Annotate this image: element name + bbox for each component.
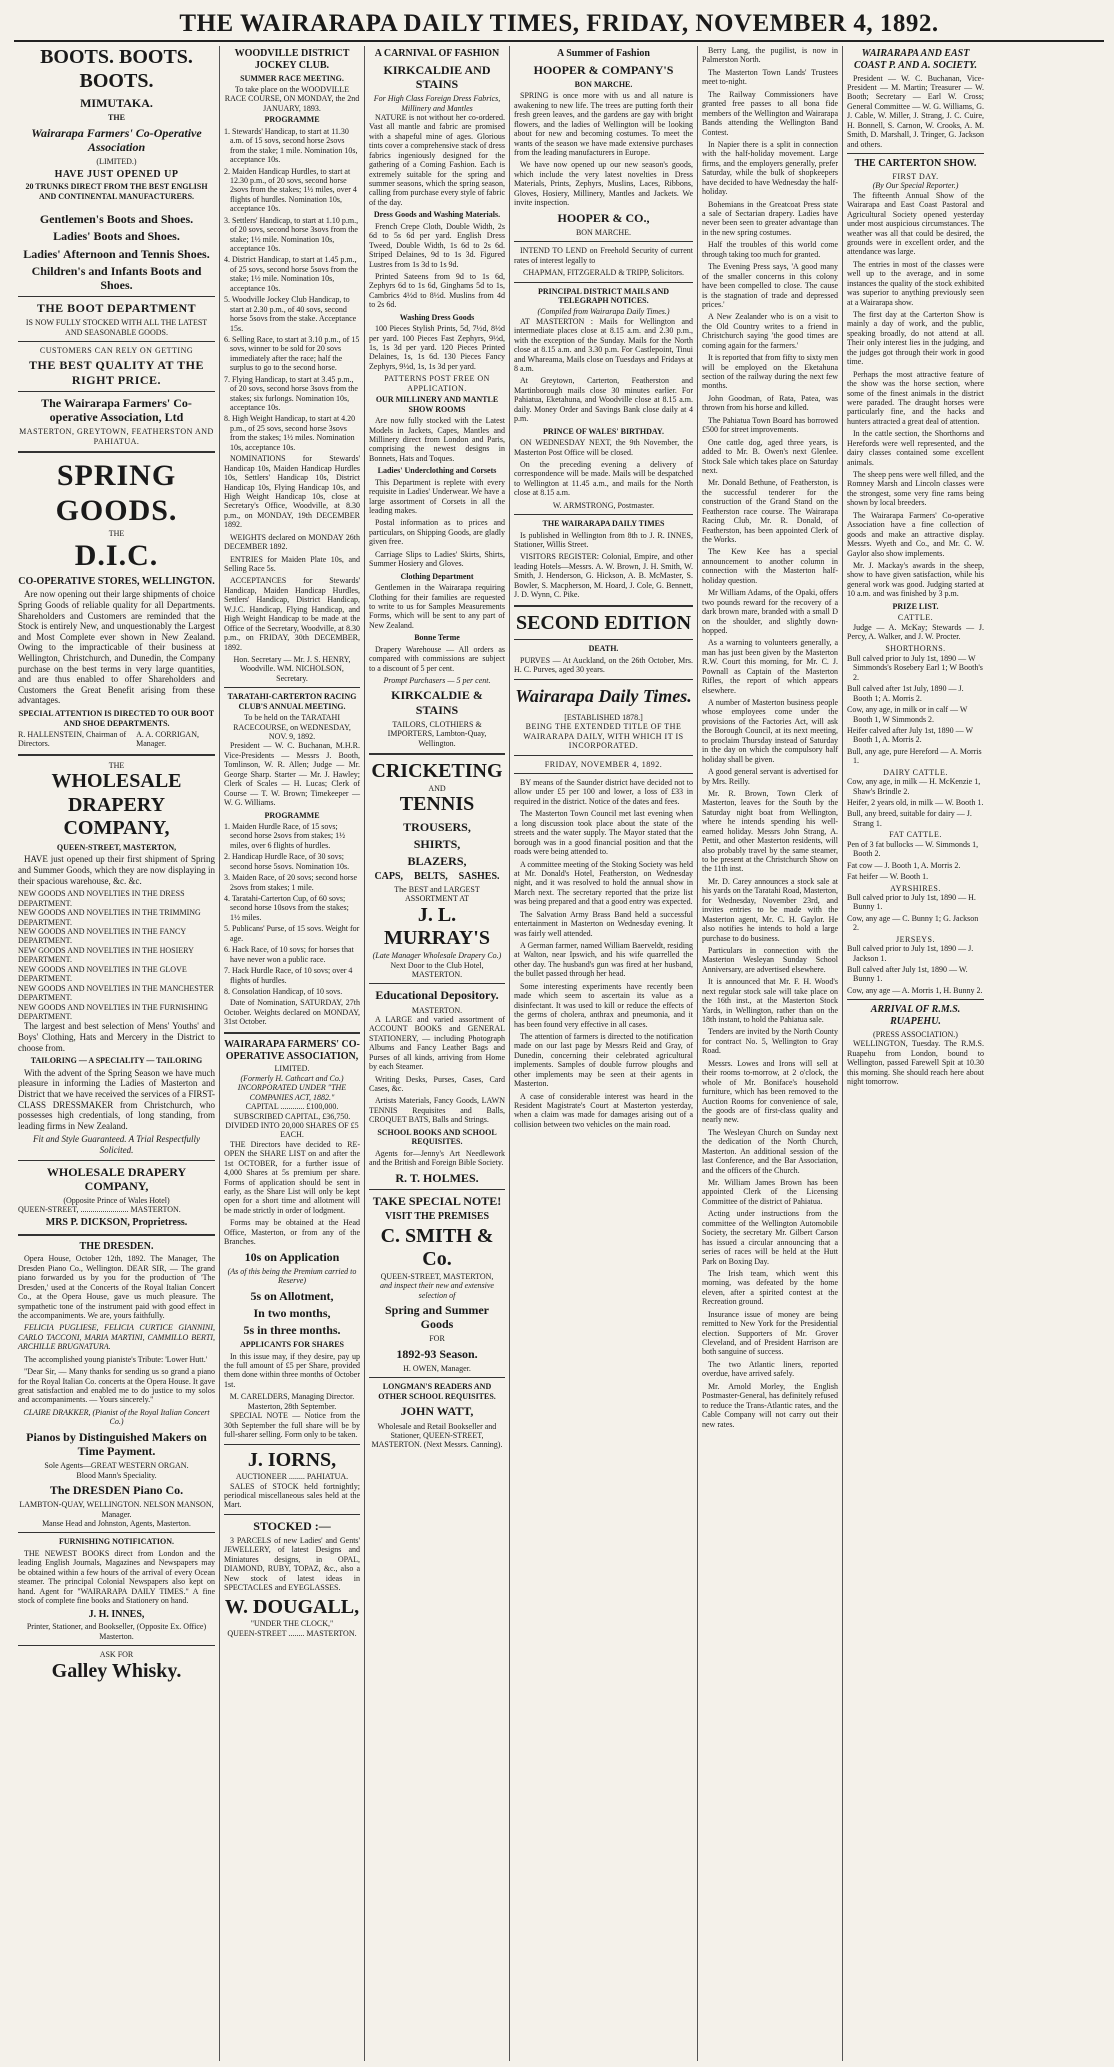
nominations: NOMINATIONS for Stewards' Handicap 10s, Maiden Handicap Hurdles 10s, Settlers' Handicap 10s, District Handicap 10s, Flying Handicap 10s, and High Weight Handicap 10s, close at Secretary's Office, Woodville, at 8.30 p.m., on MONDAY, 19th DECEMBER 1892. bbox=[224, 454, 360, 530]
fat-heading: FAT CATTLE. bbox=[889, 830, 942, 840]
edition-heading: SECOND EDITION bbox=[515, 611, 692, 634]
auctioneer: AUCTIONEER ........ PAHIATUA. bbox=[235, 1472, 349, 1482]
news-13: Messrs. Lowes and Irons will sell at their rooms to-morrow, at 2 o'clock, the whole of Mr. Boniface's household furniture, which has been removed to the Auction Rooms for convenience of sale, the goods are of first-class quality and nearly new. bbox=[702, 1058, 838, 1125]
writing: Writing Desks, Purses, Cases, Card Cases, &c. bbox=[369, 1074, 505, 1094]
prize-item: Cow, any age — A. Morris 1, H. Bunny 2. bbox=[847, 985, 983, 995]
holmes-name: R. T. HOLMES. bbox=[395, 1170, 479, 1185]
parcels: 3 PARCELS of new Ladies' and Gents' JEWELLERY, of latest Designs and Miniatures designs, in OPAL, DIAMOND, RUBY, TOPAZ, &c., also a New stock of latest ideas in SPECTACLES and EYEGLASSES. bbox=[224, 1536, 360, 1593]
society-heading: WAIRARAPA AND EAST COAST P. AND A. SOCIETY. bbox=[853, 48, 978, 71]
weights: WEIGHTS declared on MONDAY 26th DECEMBER 1892. bbox=[224, 532, 360, 552]
longman-heading: LONGMAN'S READERS AND OTHER SCHOOL REQUISITES. bbox=[378, 1382, 496, 1401]
race-list-1 bbox=[224, 127, 360, 452]
paper-date: FRIDAY, NOVEMBER 4, 1892. bbox=[544, 759, 663, 769]
sashes-line: SASHES. bbox=[458, 871, 500, 883]
entries: ENTRIES for Maiden Plate 10s, and Selling Race 5s. bbox=[224, 554, 360, 574]
belts-line: BELTS, bbox=[413, 871, 448, 883]
programme2-heading: PROGRAMME bbox=[264, 810, 320, 820]
blazers-line: BLAZERS, bbox=[407, 854, 467, 869]
cricket-heading-2: AND bbox=[428, 783, 446, 793]
supp-body: THE NEWEST BOOKS direct from London and the leading English Journals, Magazines and Newspapers may be obtained within a few hours of the arrival of every Ocean steamer. The principal Colonial Newspapers also kept on hand. Agent for "WAIRARAPA DAILY TIMES." A fine stock of complete fine books and Stationery on hand. bbox=[18, 1548, 215, 1606]
edu-sub: MASTERTON. bbox=[411, 1005, 463, 1015]
times-heading: THE WAIRARAPA DAILY TIMES bbox=[542, 519, 665, 529]
taratahi-officers: President — W. C. Buchanan, M.H.R. Vice-Presidents — Messrs J. Booth, Tomlinson, W. R. Allen; Judge — Mr. George Sharp. Starter — Mr. J. Hawley; Clerk of Scales — H. Lucas; Clerk of Course — T. W. Brown; Timekeeper — W. G. Williams. bbox=[224, 741, 360, 808]
report-1: The fifteenth Annual Show of the Wairarapa and East Coast Pastoral and Agricultural Society opened yesterday under most auspicious circumstances. The weather was all that could be desired, the grounds were in excellent order, and the attendance was large. bbox=[847, 190, 984, 257]
news-15: Mr. William James Brown has been appointed Clerk of the Licensing Committee of the district of Pahiatua. bbox=[702, 1178, 838, 1206]
hooper-sign: HOOPER & CO., bbox=[557, 210, 650, 225]
news-20: Mr. Arnold Morley, the English Postmaster-General, has definitely refused to reduce the Trans-Atlantic rates, and the Cable Company will not carry out their new rates. bbox=[702, 1381, 838, 1429]
birthday-heading: PRINCE OF WALES' BIRTHDAY. bbox=[543, 426, 664, 436]
race-item: 2. Maiden Handicap Hurdles, to start at 12.30 p.m., of 20 sovs, second horse 2sovs from the stakes; 1½ miles, over 4 flights of hurdles. Nomination 10s, acceptance 10s. bbox=[224, 166, 357, 214]
prize-item: Cow, any age — C. Bunny 1; G. Jackson 2. bbox=[847, 913, 979, 933]
wdc-the: THE bbox=[108, 760, 125, 770]
zealand-para: A New Zealander who is on a visit to the Old Country writes to a friend in Christchurch saying 'the good times are coming again for the farmers.' bbox=[702, 312, 838, 350]
tailor-body: With the advent of the Spring Season we have much pleasure in informing the Ladies of Masterton and District that we have received the services of a FIRST-CLASS DRESSMAKER from Christchurch, who possesses high credentials, of long standing, from leading firms in New Zealand. bbox=[18, 1067, 215, 1131]
news-17: The Irish team, which went this morning, was defeated by the home eleven, after a spirited contest at the Recreation ground. bbox=[702, 1268, 838, 1307]
boot-dept: THE BOOT DEPARTMENT bbox=[36, 300, 197, 315]
column-4 bbox=[510, 46, 698, 2061]
lend-body: INTEND TO LEND on Freehold Security of current rates of interest legally to bbox=[514, 246, 693, 265]
bonnets-para: Bohemians in the Greatcoat Press state a sale of Sectarian drapery. Ladies have never been seen to greater advantage than in the new spring costumes. bbox=[702, 199, 838, 237]
dresden-names: FELICIA PUGLIESE, FELICIA CURTICE GIANNINI, CARLO TACCONI, MARIA MARTINI, CAMMILLO BERTI, ARCHILLE BRUGNATURA. bbox=[18, 1323, 215, 1352]
column-2 bbox=[220, 46, 365, 2061]
dic-fullname: CO-OPERATIVE STORES, WELLINGTON. bbox=[18, 575, 215, 587]
clothing-body: Gentlemen in the Wairarapa requiring Clothing for their families are requested to write to us for Samples Measurements Forms, which will be sent to any part of New Zealand. bbox=[369, 583, 505, 630]
cricket-heading-1: CRICKETING bbox=[371, 760, 503, 783]
race-item: 6. Hack Race, of 10 sovs; for horses that have never won a public race. bbox=[224, 945, 354, 964]
hooper-sign-sub: BON MARCHE. bbox=[575, 227, 632, 237]
dresden-sig: CLAIRE DRAKKER, (Pianist of the Royal Italian Concert Co.) bbox=[23, 1407, 210, 1427]
editorial-6: Some interesting experiments have recently been made which seem to ascertain its value as a disinfectant. It was used to kill or reduce the effects of the germs of cholera, anthrax and pneumonia, and it has been found very effective in all cases. bbox=[514, 981, 693, 1029]
news-3: The Kew Kee has a special announcement to another column in connection with the Masterton half-holiday question. bbox=[702, 547, 838, 585]
murray-sub: (Late Manager Wholesale Drapery Co.) bbox=[372, 951, 502, 961]
prize-item: Bull calved after July 1st, 1890 — W. Bunny 1. bbox=[847, 965, 968, 984]
jockey-heading: WOODVILLE DISTRICT JOCKEY CLUB. bbox=[234, 48, 350, 71]
editorial-4: The Salvation Army Brass Band held a successful entertainment in Masterton on Wednesday evening. It was fairly well attended. bbox=[514, 909, 693, 938]
carnival-firm: KIRKCALDIE AND STAINS bbox=[383, 62, 491, 91]
ayrshire-heading: AYRSHIRES. bbox=[890, 883, 941, 893]
postal-body: AT MASTERTON : Mails for Wellington and intermediate places close at 8.15 a.m. and 2.30 p.m., with the exception of the Sunday. Mails for the North close at 8.15 a.m. and 3.30 p.m. For Castlepoint, Tinui and Whareama, Mails close on Tuesdays and Fridays at 8 a.m. bbox=[514, 316, 693, 374]
society-officers: President — W. C. Buchanan, Vice-President — M. Martin; Treasurer — W. Booth; Secretary — Earl W. Cross; General Committee — W. G. Williams, G. J. Cable, W. Miller, J. Strang, J. C. Cuire, H. Bonnell, S. Carnon, W. Crooks, A. M. Smith, D. Marshall, J. Tringer, G. Jackson and others. bbox=[847, 73, 984, 149]
race-list-2 bbox=[224, 822, 360, 996]
capital: CAPITAL ............ £100,000. bbox=[245, 1102, 339, 1112]
taratahi-heading: TARATAHI-CARTERTON RACING CLUB'S ANNUAL MEETING. bbox=[227, 692, 357, 711]
fit-line: Fit and Style Guaranteed. A Trial Respectfully Solicited. bbox=[33, 1134, 200, 1155]
inspect-line: and inspect their new and extensive selection of bbox=[380, 1281, 494, 1300]
farmers-limited: LIMITED. bbox=[274, 1064, 310, 1074]
prize-item: Bull calved prior to July 1st, 1890 — H. Bunny 1. bbox=[847, 892, 976, 912]
pianos-line: Pianos by Distinguished Makers on Time Payment. bbox=[26, 1429, 207, 1458]
ladies-line: Ladies' Boots and Shoes. bbox=[53, 229, 180, 244]
prize-item: Bull calved after 1st July, 1890 — J. Booth 1; A. Morris 2. bbox=[847, 684, 964, 703]
millinery-heading: OUR MILLINERY AND MANTLE SHOW ROOMS bbox=[375, 395, 499, 414]
race-item: 4. District Handicap, to start at 1.45 p.m., of 25 sovs, second horse 5sovs from the stake; 1½ mile. Nomination 10s, acceptance 10s. bbox=[224, 255, 358, 293]
column-1 bbox=[14, 46, 220, 2061]
wdc-dept-trimming: NEW GOODS AND NOVELTIES IN THE TRIMMING DEPARTMENT. bbox=[18, 908, 201, 927]
evening-para: The Evening Press says, 'A good many of the smaller concerns in this colony have been compelled to close. The cause is the stagnation of trade and depressed prices.' bbox=[702, 262, 838, 309]
supp-heading: FURNISHING NOTIFICATION. bbox=[59, 1537, 174, 1547]
dic-sign-manager: A. A. CORRIGAN, Manager. bbox=[136, 729, 199, 749]
dougall-sub: "UNDER THE CLOCK," bbox=[250, 1619, 334, 1629]
issue-note: BEING THE EXTENDED TITLE OF THE WAIRARAPA DAILY, WITH WHICH IT IS INCORPORATED. bbox=[523, 722, 684, 751]
editorial-7: The attention of farmers is directed to the notification made on our last page by Messrs Reid and Gray, of Dunedin, concerning their celebrated agricultural implements. Samples of double furrow ploughs and other implements may be seen at their agents in Masterton. bbox=[514, 1031, 693, 1089]
arrival-body: WELLINGTON, Tuesday. The R.M.S. Ruapehu from London, bound to Wellington, passed Farewell Spit at 10.30 this morning. She should reach here about night tomorrow. bbox=[847, 1039, 984, 1087]
news-2: Mr. Donald Bethune, of Featherston, is the successful tenderer for the construction of the Grand Stand on the Featherston race course. The Wairarapa Racing Club, Mr. R. Donald, of Featherston, has been appointed Clerk of the Works. bbox=[702, 478, 838, 544]
patterns-line: PATTERNS POST FREE ON APPLICATION. bbox=[384, 374, 490, 393]
subscribed: SUBSCRIBED CAPITAL, £36,750. bbox=[233, 1111, 351, 1121]
dougall-addr: QUEEN-STREET ........ MASTERTON. bbox=[227, 1628, 357, 1638]
divided: DIVIDED INTO 20,000 SHARES OF £5 EACH. bbox=[225, 1120, 359, 1140]
race-item: 3. Settlers' Handicap, to start at 1.10 p.m., of 20 sovs, second horse 3sovs from the stake; 1½ mile. Nomination 10s, acceptance 10s. bbox=[224, 215, 359, 254]
dic-body: Are now opening out their large shipments of choice Spring Goods of reliable quality for all Departments. Shareholders and Customers are reminded that the Stock is entirely New, and unquestionably the Largest and Most Complete ever shown in New Zealand. Owing to the impracticable of their business at Wellington, Christchurch, and Dunedin, the Company purchase on the best terms in very large quantities, and are thus enabled to offer Shareholders and Customers the Great Benefit arising from these advantages. bbox=[18, 589, 215, 706]
race-item: 8. High Weight Handicap, to start at 4.20 p.m., of 25 sovs, second horse 3sovs from the stakes; 1½ miles. Nomination 10s, acceptance 10s. bbox=[224, 414, 356, 452]
agent-line-3: Agents for—Jenny's Art Needlework and the British and Foreign Bible Society. bbox=[369, 1148, 505, 1168]
prize-item: Cow, any age, in milk or in calf — W Booth 1, W Simmonds 2. bbox=[847, 705, 968, 724]
wdc-addr: QUEEN-STREET, MASTERTON, bbox=[56, 843, 177, 853]
prize-item: Heifer, 2 years old, in milk — W. Booth 1. bbox=[847, 798, 984, 808]
prize-item: Bull, any breed, suitable for dairy — J. Strang 1. bbox=[847, 809, 972, 828]
dic-heading: D.I.C. bbox=[74, 539, 159, 573]
gents-line: Gentlemen's Boots and Shoes. bbox=[39, 212, 194, 227]
children-line: Children's and Infants Boots and Shoes. bbox=[31, 263, 202, 292]
taratahi-sub: To be held on the TARATAHI RACECOURSE, on WEDNESDAY, NOV. 9, 1892. bbox=[233, 713, 351, 742]
wdc-more: The largest and best selection of Mens' Youths' and Boys' Clothing, Hats and Mercery in the District to choose from. bbox=[18, 1021, 215, 1053]
wdc-dept-manchester: NEW GOODS AND NOVELTIES IN THE MANCHESTER DEPARTMENT. bbox=[18, 983, 214, 1003]
established: [ESTABLISHED 1878.] bbox=[564, 712, 643, 722]
terms-application: 10s on Application bbox=[244, 1249, 340, 1264]
column-5 bbox=[698, 46, 843, 2061]
wdc-dept-hosiery: NEW GOODS AND NOVELTIES IN THE HOSIERY DEPARTMENT. bbox=[18, 945, 194, 965]
carriage-line: Carriage Slips to Ladies' Skirts, Shirts, Summer Hosiery and Gloves. bbox=[369, 549, 505, 569]
report-6: The sheep pens were well filled, and the Romney Marsh and Lincoln classes were the strongest, some very fine rams being shown by local breeders. bbox=[847, 470, 984, 508]
dic-special: SPECIAL ATTENTION IS DIRECTED TO OUR BOOT AND SHOE DEPARTMENTS. bbox=[18, 709, 215, 728]
news-10: Particulars in connection with the Masterton Wesleyan Sunday School Anniversary, are advertised elsewhere. bbox=[702, 945, 838, 974]
season-line: 1892-93 Season. bbox=[396, 1346, 478, 1361]
assoc-name: Wairarapa Farmers' Co-Operative Association bbox=[31, 125, 202, 154]
farmers-sub: (Formerly H. Cathcart and Co.) INCORPORATED UNDER "THE COMPANIES ACT, 1882." bbox=[237, 1073, 347, 1102]
managing-director: M. CARELDERS, Managing Director. Masterton, 28th September. bbox=[229, 1392, 355, 1411]
show-day: FIRST DAY. bbox=[892, 171, 939, 181]
dic-sign-chairman: R. HALLENSTEIN, Chairman of Directors. bbox=[18, 729, 127, 749]
report-2: The entries in most of the classes were well up to the average, and in some instances the quality of the stock exhibited was superior to anything previously seen at a Wairarapa show. bbox=[847, 259, 984, 307]
race-item: 2. Handicap Hurdle Race, of 30 sovs; second horse 5sovs. Nomination 10s. bbox=[224, 852, 350, 871]
murray-addr: Next Door to the Club Hotel, MASTERTON. bbox=[390, 960, 484, 979]
underclothing-body: This Department is replete with every requisite in Ladies' Underwear. We have a large assortment of Corsets in all the leading makes. bbox=[369, 477, 505, 516]
prize-list-heading: PRIZE LIST. bbox=[892, 601, 939, 611]
dairy-heading: DAIRY CATTLE. bbox=[883, 767, 948, 777]
shirts-line: SHIRTS, bbox=[413, 836, 461, 851]
news-6: A number of Masterton business people whose employees come under the provisions of the Factories Act, will ask the Borough Council, at its next meeting, to proclaim Thursday instead of Saturday in the day on which the compulsory half holiday shall be given. bbox=[702, 698, 838, 764]
secretary: Hon. Secretary — Mr. J. S. HENRY, Woodville. WM. NICHOLSON, Secretary. bbox=[233, 654, 351, 683]
carnival-heading: A CARNIVAL OF FASHION bbox=[374, 48, 500, 59]
fat-prizes bbox=[847, 840, 984, 882]
smith-name: C. SMITH & Co. bbox=[380, 1224, 494, 1271]
sales: SALES of STOCK held fortnightly; periodical miscellaneous sales held at the Mart. bbox=[224, 1481, 360, 1510]
terms-note: (As of this being the Premium carried to Reserve) bbox=[227, 1266, 357, 1286]
for-line: FOR bbox=[429, 1334, 445, 1344]
postal-body-2: At Greytown, Carterton, Featherston and Martinborough mails close 30 minutes earlier. For Pahiatua, Eketahuna, and Woodville close at 8.15 a.m. daily. Money Order and Savings Bank close daily at 4 p.m. bbox=[514, 376, 693, 424]
column-3 bbox=[365, 46, 510, 2061]
edu-heading: Educational Depository. bbox=[375, 988, 499, 1003]
editorial-3: A committee meeting of the Stoking Society was held at Mr. Donald's Hotel, Featherston, on Wednesday night, and it was resolved to hold the annual show in March next. The secretary reported that the prize list was being prepared and that a good entry was expected. bbox=[514, 859, 693, 907]
ayrshire-prizes bbox=[847, 893, 984, 933]
editorial-1: BY means of the Saunder district have decided not to allow under £5 per 100 and lower, a loss of £33 in required in the district. Notice of the dates and fees. bbox=[514, 778, 693, 806]
rely-line: CUSTOMERS CAN RELY ON GETTING bbox=[39, 346, 194, 356]
death-notice: PURVES — At Auckland, on the 26th October, Mrs. H. C. Purves, aged 30 years. bbox=[514, 655, 693, 675]
millinery-body: Are now fully stocked with the Latest Models in Jackets, Capes, Mantles and Millinery direct from London and Paris, comprising the newest designs in Bonnets, Hats and Toques. bbox=[369, 416, 505, 463]
special-note: SPECIAL NOTE — Notice from the 30th September the full share will be by full-sharer selling. Form only to be taken. bbox=[224, 1411, 360, 1440]
death-heading: DEATH. bbox=[588, 644, 619, 654]
race-item: 7. Hack Hurdle Race, of 10 sovs; over 4 flights of hurdles. bbox=[224, 966, 353, 985]
postal-line: Postal information as to prices and particulars, on Shipping Goods, are gladly given free. bbox=[369, 518, 505, 547]
dresden-heading: THE DRESDEN. bbox=[79, 1240, 154, 1252]
race-item: 3. Maiden Race, of 20 sovs; second horse 2sovs from stakes; 1 mile. bbox=[224, 873, 358, 892]
owen-line: H. OWEN, Manager. bbox=[403, 1364, 471, 1374]
dresden-note: "Dear Sir, — Many thanks for sending us so grand a piano for the Royal Italian Co. concerts at the Opera House. It gave great satisfaction and enabled me to do justice to my solos and accompaniments. — Yours sincerely." bbox=[18, 1367, 215, 1405]
report-8: Mr. J. Mackay's awards in the sheep, show to have given satisfaction, while his general work was good. Judging started at 10 a.m. and was finished by 3 p.m. bbox=[847, 560, 984, 599]
cattle-heading: CATTLE. bbox=[897, 613, 934, 623]
news-16: Acting under instructions from the committee of the Wellington Automobile Society, the secretary Mr. Gilbert Carson has issued a circular announcing that a series of races will be held at the Hutt Park on Boxing Day. bbox=[702, 1209, 838, 1266]
editorial-5: A German farmer, named William Baerveldt, residing at Walton, near Ipswich, and his wife quarrelled the other day. The husband's gun was fired at her husband, the bullet passed through her head. bbox=[514, 941, 693, 979]
prize-item: Fat heifer — W. Booth 1. bbox=[847, 872, 929, 882]
napier-para: In Napier there is a split in connection with the half-holiday movement. Large firms, and the employers generally, prefer Saturday, while the bulk of shopkeepers have decided to have Wednesday the half-holiday. bbox=[702, 139, 838, 197]
cattle-judges: Judge — A. McKay; Stewards — J. Percy, A. Walker, and J. W. Procter. bbox=[847, 622, 984, 642]
arrival-heading: ARRIVAL OF R.M.S. RUAPEHU. bbox=[870, 1004, 961, 1028]
race-item: 8. Consolation Handicap, of 10 sovs. bbox=[224, 986, 343, 996]
carnival-body: NATURE is not without her co-ordered. Vast all mantle and fabric are promised with a shapeful mine of ages. Glorious tints cover a comprehensive stack of dress fabrics ingeniously designed for the gathering of a Coming Fashion. Each is extremely suitable for the spring and summer seasons, which the spring season, calling from purchase every style of fabric of the day. bbox=[369, 112, 505, 207]
assoc-limited: (LIMITED.) bbox=[96, 157, 137, 167]
cricket-heading-3: TENNIS bbox=[399, 793, 475, 816]
report-4: Perhaps the most attractive feature of the show was the horse section, where some of the finest animals in the district were paraded. The draught horses were particularly fine, and the hacks and hunters attracted a great deal of attention. bbox=[847, 369, 984, 426]
news-8: Mr. R. Brown, Town Clerk of Masterton, leaves for the South by the Saturday night boat from Wellington, where he intends spending his well-earned holiday. Messrs John Strang, A. Pettit, and other Masterton residents, will also probably travel by the same steamer, to be present at the Christchurch Show on the 11th inst. bbox=[702, 788, 838, 874]
watt-name: JOHN WATT, bbox=[400, 1404, 474, 1419]
show-heading: THE CARTERTON SHOW. bbox=[854, 158, 977, 170]
programme-heading: PROGRAMME bbox=[264, 115, 320, 125]
report-7: The Wairarapa Farmers' Co-operative Association have a fine collection of goods and make an attractive display. Messrs. Wyeth and Co., and Mr. C. W. Gaylor also show implements. bbox=[847, 510, 984, 558]
news-9: Mr. D. Carey announces a stock sale at his yards on the Taratahi Road, Masterton, for Wednesday, November 23rd, and invites entries to be made with the Masterton agent, Mr. C. H. Gaylor. He also notifies he intends to hold a large purchase to do business. bbox=[702, 876, 838, 943]
opened-label: HAVE JUST OPENED UP bbox=[54, 168, 179, 180]
take-note: TAKE SPECIAL NOTE! bbox=[372, 1193, 502, 1208]
manse-line: Manse Head and Johnston, Agents, Masterton. bbox=[42, 1519, 191, 1528]
race-item: 1. Stewards' Handicap, to start at 11.30 a.m. of 15 sovs, second horse 2sovs from the stake; 1 mile. Nomination 10s, acceptance 10s. bbox=[224, 126, 358, 165]
birthday-body-2: On the preceding evening a delivery of correspondence will be made. Mails will be despatched to Wellington at 11.45 a.m., and mails for the North close at 8.15 a.m. bbox=[514, 459, 693, 498]
wdc2-street: QUEEN-STREET, ........................ MASTERTON. bbox=[18, 1205, 181, 1215]
prize-item: Heifer calved after July 1st, 1890 — W Booth 1, A. Morris 2. bbox=[847, 725, 973, 745]
visitors: VISITORS REGISTER: Colonial, Empire, and other leading Hotels—Messrs. A. W. Brown, J. H. Smith, W. Smith, J. Henderson, G. Hickson, A. B. McMaster, S. Bowler, S. Macpherson, M. Hoard, J. Cole, G. Bennett, J. D. Wynn, C. Pike. bbox=[514, 552, 693, 600]
value-line: THE BEST QUALITY AT THE RIGHT PRICE. bbox=[29, 358, 204, 387]
murray-name: J. L. MURRAY'S bbox=[384, 903, 490, 950]
carnival-sub: For High Class Foreign Dress Fabrics, Millinery and Mantles bbox=[373, 94, 501, 113]
dresden-co-addr: LAMBTON-QUAY, WELLINGTON. NELSON MANSON, Manager. bbox=[19, 1500, 214, 1519]
shorthorn-prizes bbox=[847, 654, 984, 766]
shares-heading: APPLICANTS FOR SHARES bbox=[239, 1340, 344, 1350]
wdc-dept-fancy: NEW GOODS AND NOVELTIES IN THE FANCY DEPARTMENT. bbox=[18, 927, 186, 946]
postmaster: W. ARMSTRONG, Postmaster. bbox=[552, 500, 655, 510]
prompt-terms: Prompt Purchasers — 5 per cent. bbox=[383, 676, 491, 686]
race-item: 1. Maiden Hurdle Race, of 15 sovs; second horse 2sovs from stakes; 1½ miles, over 6 flights of hurdles. bbox=[224, 821, 346, 850]
news-5: As a warning to volunteers generally, a man has just been given by the Masterton R.W. Court this morning, for Mr. C. J. Pownall as Captain of the Masterton Rifles, the report of which appears elsewhere. bbox=[702, 638, 838, 695]
branches-line: MASTERTON, GREYTOWN, FEATHERSTON AND PAHIATUA. bbox=[19, 427, 214, 446]
birthday-body: ON WEDNESDAY NEXT, the 9th November, the Masterton Post Office will be closed. bbox=[514, 438, 693, 457]
acceptances: ACCEPTANCES for Stewards' Handicap, Maiden Handicap Hurdles, Settlers' Handicap, District Handicap, W.J.C. Handicap, Flying Handicap, and High Weight Handicap to be made at the Office of the Secretary, Woodville, at 8.30 p.m., on FRIDAY, 30th DECEMBER, 1892. bbox=[224, 576, 360, 652]
shares-body: In this issue may, if they desire, pay up the full amount of £5 per Share, provided them done within three months of October 1st. bbox=[224, 1351, 360, 1389]
caps-line: CAPS, bbox=[374, 871, 404, 883]
printed-body: Printed Sateens from 9d to 1s 6d, Zephyrs 6d to 1s 6d, Ginghams 5d to 1s, Cambrics 4½d to 8½d. Muslins from 4d to 2s 6d. bbox=[369, 271, 505, 310]
terms-two-months: In two months, bbox=[253, 1305, 331, 1320]
prize-item: Bull, any age, pure Hereford — A. Morris 1. bbox=[847, 746, 982, 766]
spring-line: Spring and Summer Goods bbox=[384, 1303, 490, 1332]
arrival-place: (PRESS ASSOCIATION.) bbox=[873, 1029, 958, 1039]
meeting-sub: To take place on the WOODVILLE RACE COURSE, ON MONDAY, the 2nd JANUARY, 1893. bbox=[224, 85, 360, 113]
clothing-heading: Clothing Department bbox=[400, 571, 474, 581]
ask-for: ASK FOR bbox=[99, 1650, 134, 1660]
place-name: MIMUTAKA. bbox=[80, 96, 153, 111]
show-reporter: (By Our Special Reporter.) bbox=[872, 181, 959, 191]
best-line: The BEST and LARGEST ASSORTMENT AT bbox=[394, 885, 480, 904]
visit-line: VISIT THE PREMISES bbox=[384, 1210, 490, 1222]
race-item: 5. Woodville Jockey Club Handicap, to start at 2.30 p.m., of 40 sovs, second horse 5sovs from the stake. Acceptance 15s. bbox=[224, 295, 357, 333]
washing-heading: Washing Dress Goods bbox=[399, 312, 475, 322]
wdc-body: HAVE just opened up their first shipment of Spring and Summer Goods, which they are now displaying in their spacious warehouse, &c. &c. bbox=[18, 854, 215, 886]
farmers-heading: WAIRARAPA FARMERS' CO-OPERATIVE ASSOCIATION, bbox=[224, 1038, 360, 1062]
farmers-body: THE Directors have decided to RE-OPEN the SHARE LIST on and after the 1st OCTOBER, for a further issue of 4,000 Shares at 5s premium per share. Forms of application should be sent in early, as the Share List will only be kept open for a short time and allotment will be made strictly in order of lodgment. bbox=[224, 1139, 360, 1215]
artists: Artists Materials, Fancy Goods, LAWN TENNIS Requisites and Balls, CROQUET BATS, Balls and Strings. bbox=[369, 1096, 505, 1125]
race-item: 6. Selling Race, to start at 3.10 p.m., of 15 sovs, winner to be sold for 20 sovs immediately after the race; half the surplus to go to the second horse. bbox=[224, 334, 360, 373]
bun2-para: The Masterton Town Lands' Trustees meet to-night. bbox=[702, 67, 838, 87]
prize-item: Bull calved prior to July 1st, 1890 — W Simmonds's Rosebery Earl 1; W Booth's 2. bbox=[847, 653, 983, 682]
hooper-body-2: We have now opened up our new season's goods, which include the very latest novelties in Dress Materials, Prints, Zephyrs, Muslins, Laces, Ribbons, Gloves, Hosiery, Millinery, Mantles and Jackets. We invite inspection. bbox=[514, 160, 693, 208]
wdc-dept-furnishing: NEW GOODS AND NOVELTIES IN THE FURNISHING DEPARTMENT. bbox=[18, 1002, 209, 1021]
news-4: Mr William Adams, of the Opaki, offers two pounds reward for the recovery of a dark brown mare, branded with a small D on the shoulder, and slightly down-hopped. bbox=[702, 588, 838, 635]
prize-item: Pen of 3 fat bullocks — W. Simmonds 1, Booth 2. bbox=[847, 839, 979, 859]
hooper-body: SPRING is once more with us and all nature is awakening to new life. The trees are putting forth their fresh green leaves, and the gardens are gay with bright flowers, and the ladies of Wellington will be looking about for new and becoming costumes. To meet the wants of the season we have made extensive purchases from the leading manufacturers in Europe. bbox=[514, 91, 693, 158]
underclothing-heading: Ladies' Underclothing and Corsets bbox=[377, 466, 497, 476]
postal-heading: PRINCIPAL DISTRICT MAILS AND TELEGRAPH NOTICES. bbox=[537, 286, 670, 305]
chapman: CHAPMAN, FITZGERALD & TRIPP, Solicitors. bbox=[523, 268, 684, 278]
race-item: 7. Flying Handicap, to start at 3.45 p.m., of 20 sovs, second horse 3sovs from the stakes; six furlongs. Nomination 10s, acceptance 10s. bbox=[224, 374, 358, 413]
railway-para: The Railway Commissioners have granted free passes to all bona fide members of the Wellington and Wairarapa Bands attending the Wellington Band Contest. bbox=[702, 89, 838, 137]
jorns-name: J. IORNS, bbox=[247, 1448, 337, 1471]
watt-addr: Wholesale and Retail Bookseller and Stationer, QUEEN-STREET, MASTERTON. (Next Messrs. Canning). bbox=[371, 1421, 503, 1450]
paper-title: Wairarapa Daily Times. bbox=[515, 685, 692, 706]
forms: Forms may be obtained at the Head Office, Masterton, or from any of the Branches. bbox=[224, 1218, 360, 1247]
dresden-body: Opera House, October 12th, 1892. The Manager, The Dresden Piano Co., Wellington. DEAR SIR, — The grand piano forwarded us by you for the production of 'The Dresden,' used at the Concerts of the Royal Italian Concert Co., at the Opera House, gave us much pleasure. The sympathetic tone of the instrument paid with good effect in the accompaniments. We are, yours faithfully. bbox=[18, 1254, 215, 1320]
stocked-heading: STOCKED :— bbox=[253, 1518, 331, 1533]
news-1: One cattle dog, aged three years, is added to Mr. B. Owen's next Glenlee. Stock Sale which takes place on Saturday next. bbox=[702, 437, 838, 475]
ks-sub: TAILORS, CLOTHIERS & IMPORTERS, Lambton-Quay, Wellington. bbox=[387, 719, 487, 748]
wdc2-heading: WHOLESALE DRAPERY COMPANY, bbox=[46, 1164, 187, 1193]
innes-addr: Printer, Stationer, and Bookseller, (Opposite Ex. Office) Masterton. bbox=[26, 1622, 207, 1641]
assoc-footer: The Wairarapa Farmers' Co-operative Association, Ltd bbox=[41, 395, 192, 424]
boot-dept-stocked: IS NOW FULLY STOCKED WITH ALL THE LATEST AND SEASONABLE GOODS. bbox=[25, 318, 208, 337]
boots-heading: BOOTS. BOOTS. BOOTS. bbox=[40, 46, 193, 92]
news-7: A good general servant is advertised for by Mrs. Reilly. bbox=[702, 767, 838, 786]
news-11: It is announced that Mr. F. H. Wood's next regular stock sale will take place on the 16th inst., at the Masterton Stock Yards, in Wellington, rather than on the 18th instant, to hold the Pahiatua sale. bbox=[702, 977, 838, 1024]
prints-body: French Crepe Cloth, Double Width, 2s 6d to 5s 6d per yard. English Dress Tweed, Double Width, 1s 6d to 2s 6d. Striped Delaines, 9d to 1s 3d. Figured Lustres from 1s 3d to 1s 9d. bbox=[369, 221, 505, 269]
hooper-heading: HOOPER & COMPANY'S bbox=[533, 62, 674, 77]
wdc-dept-dress: NEW GOODS AND NOVELTIES IN THE DRESS DEPARTMENT. bbox=[18, 889, 185, 908]
race-item: 4. Taratahi-Carterton Cup, of 60 sovs; second horse 10sovs from the stakes; 1½ miles. bbox=[224, 894, 349, 922]
news-19: The two Atlantic liners, reported overdue, have arrived safely. bbox=[702, 1359, 838, 1379]
dic-the: THE bbox=[108, 528, 125, 538]
dairy-prizes bbox=[847, 777, 984, 828]
reported-para: It is reported that from fifty to sixty men will be employed on the Eketahuna section of the railway during the next few months. bbox=[702, 353, 838, 391]
dougall-name: W. DOUGALL, bbox=[224, 1595, 360, 1618]
prize-item: Bull calved prior to July 1st, 1890 — J. Jackson 1. bbox=[847, 944, 974, 963]
times-body: Is published in Wellington from 8th to J. R. INNES, Stationer, Willis Street. bbox=[514, 530, 693, 550]
masthead bbox=[14, 8, 1104, 42]
bonne-body: Drapery Warehouse — All orders as compared with commissions are subject to a discount of 5 per cent. bbox=[369, 644, 505, 673]
ks-name: KIRKCALDIE & STAINS bbox=[391, 688, 483, 717]
news-14: The Wesleyan Church on Sunday next the dedication of the North Church, Masterton. An additional session of the last Conference, and the Bar Association, and the officers of the Church. bbox=[702, 1127, 838, 1175]
wdc-dept-glove: NEW GOODS AND NOVELTIES IN THE GLOVE DEPARTMENT. bbox=[18, 964, 187, 984]
meeting-heading: SUMMER RACE MEETING. bbox=[240, 73, 344, 83]
race-item: 5. Publicans' Purse, of 15 sovs. Weight for age. bbox=[224, 924, 360, 943]
school-line: SCHOOL BOOKS AND SCHOOL REQUISITES. bbox=[377, 1127, 497, 1147]
news-18: Insurance issue of money are being remitted to New York for the Presidential election. Supporters of Mr. Grover Cleveland, and of President Harrison are both sanguine of success. bbox=[702, 1309, 838, 1357]
washing-body: 100 Pieces Stylish Prints, 5d, 7½d, 8½d per yard. 100 Pieces Fast Zephyrs, 9½d, 1s, 1s 3d per yard. 120 Pieces Printed Delaines, 1s, 1s 6d. 130 Pieces Fancy Zephyrs, 9½d, 1s, 1s 3d per yard. bbox=[369, 324, 505, 371]
bun-para: Berry Lang, the pugilist, is now in Palmerston North. bbox=[702, 46, 838, 65]
postal-sub: (Compiled from Wairarapa Daily Times.) bbox=[537, 307, 670, 317]
column-6 bbox=[843, 46, 988, 2061]
rules: Date of Nomination, SATURDAY, 27th October. Weights declared on MONDAY, 31st October. bbox=[224, 998, 360, 1027]
jersey-heading: JERSEYS. bbox=[896, 934, 935, 944]
editorial-2: The Masterton Town Council met last evening when a long discussion took place about the state of the streets and the water supply. The Mayor stated that the borough was in a good financial position and that the roads were being attended to. bbox=[514, 809, 693, 857]
report-3: The first day at the Carterton Show is mainly a day of work, and the public, speaking broadly, do not attend at all. Their only interest lies in the judging, and the judges got through their work in good time. bbox=[847, 310, 984, 367]
prize-item: Cow, any age, in milk — H. McKenzie 1, Shaw's Brindle 2. bbox=[847, 777, 981, 796]
bonne-heading: Bonne Terme bbox=[414, 633, 460, 643]
gallery-whisky: Galley Whisky. bbox=[51, 1659, 182, 1682]
pahiatua-para: The Pahiatua Town Board has borrowed £500 for street improvements. bbox=[702, 415, 838, 435]
innes-name: J. H. INNES, bbox=[88, 1608, 145, 1620]
prints-heading: Dress Goods and Washing Materials. bbox=[373, 210, 501, 220]
spring-goods-heading: SPRING GOODS. bbox=[55, 458, 178, 528]
edu-body: A LARGE and varied assortment of ACCOUNT BOOKS and GENERAL STATIONERY, — including Photograph Albums and Fancy Leather Bags and Purses of all kinds, arriving from Home by each Steamer. bbox=[369, 1014, 505, 1072]
shorthorns-heading: SHORTHORNS. bbox=[885, 644, 946, 654]
ladies-note-para: Half the troubles of this world come through taking too much for granted. bbox=[702, 240, 838, 259]
editorial-8: A case of considerable interest was heard in the Resident Magistrate's Court at Masterton yesterday, when a claim was made for damages arising out of a collision between two vehicles on the main road. bbox=[514, 1091, 693, 1129]
cases-text: 20 TRUNKS DIRECT FROM THE BEST ENGLISH AND CONTINENTAL MANUFACTURERS. bbox=[25, 182, 208, 201]
tennis-line: Ladies' Afternoon and Tennis Shoes. bbox=[23, 246, 210, 261]
trousers-line: TROUSERS, bbox=[403, 819, 471, 834]
news-12: Tenders are invited by the North County for contract No. 5, Wellington to Gray Road. bbox=[702, 1027, 838, 1056]
prize-item: Fat cow — J. Booth 1, A. Morris 2. bbox=[847, 860, 961, 870]
summer-heading: A Summer of Fashion bbox=[557, 48, 650, 59]
smith-addr: QUEEN-STREET, MASTERTON, bbox=[380, 1271, 494, 1281]
the-label: THE bbox=[108, 113, 125, 123]
dresden-co: The DRESDEN Piano Co. bbox=[49, 1482, 184, 1497]
jersey-prizes bbox=[847, 944, 984, 995]
report-5: In the cattle section, the Shorthorns and Herefords were well represented, and the dairy classes contained some excellent animals. bbox=[847, 429, 984, 467]
dresden-close: The accomplished young pianiste's Tribute: 'Lower Hutt.' bbox=[24, 1354, 208, 1364]
wdc2-addr: (Opposite Prince of Wales Hotel) bbox=[63, 1195, 170, 1205]
columns bbox=[14, 46, 1104, 2061]
wales-para: John Goodman, of Rata, Patea, was thrown from his horse and killed. bbox=[702, 393, 838, 413]
proprietress: MRS P. DICKSON, Proprietress. bbox=[45, 1216, 188, 1228]
terms-allotment: 5s on Allotment, bbox=[250, 1288, 334, 1303]
blood-line: Blood Mann's Speciality. bbox=[76, 1470, 157, 1480]
masthead-title: THE WAIRARAPA DAILY TIMES, FRIDAY, NOVEMBER 4, 1892. bbox=[179, 10, 939, 37]
wdc-heading: WHOLESALE DRAPERY COMPANY, bbox=[51, 770, 182, 840]
tailor-heading: TAILORING — A SPECIALITY — TAILORING bbox=[30, 1056, 203, 1066]
agent-line: Sole Agents—GREAT WESTERN ORGAN. bbox=[44, 1461, 189, 1471]
bon-heading: BON MARCHE. bbox=[574, 79, 633, 89]
terms-three-months: 5s in three months. bbox=[243, 1322, 341, 1337]
